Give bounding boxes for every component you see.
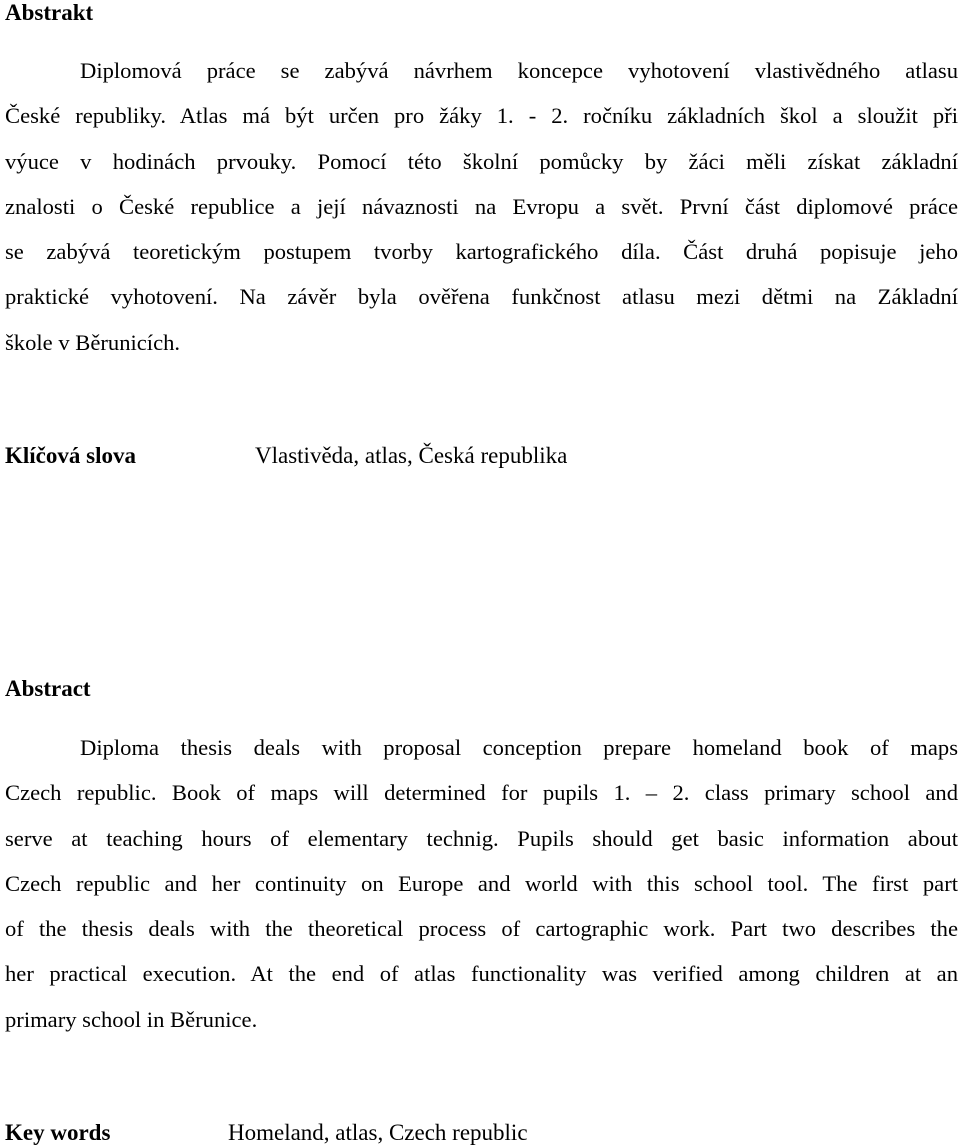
abstract-line: Diploma thesis deals with proposal conception prepare homeland book of maps [80,735,958,760]
abstrakt-line: výuce v hodinách prvouky. Pomocí této školní pomůcky by žáci měli získat základní [5,148,958,174]
abstrakt-line: praktické vyhotovení. Na závěr byla ověřena funkčnost atlasu mezi dětmi na Základní [5,284,958,310]
abstract-paragraph [5,725,958,1042]
abstract-line: Czech republic and her continuity on Europe and world with this school tool. The first part [5,870,958,896]
klicova-slova-label: Klíčová slova [5,443,136,468]
abstrakt-line: České republiky. Atlas má být určen pro žáky 1. - 2. ročníku základních škol a sloužit při [5,103,958,129]
abstrakt-line: se zabývá teoretickým postupem tvorby kartografického díla. Část druhá popisuje jeho [5,239,958,265]
abstract-line: her practical execution. At the end of atlas functionality was verified among children at an [5,961,958,987]
abstract-line: primary school in Běrunice. [5,1006,258,1032]
klicova-slova-value: Vlastivěda, atlas, Česká republika [255,443,568,468]
abstract-line: of the thesis deals with the theoretical process of cartographic work. Part two describes the [5,916,958,942]
abstrakt-line: škole v Běrunicích. [5,329,181,355]
abstrakt-heading: Abstrakt [5,0,94,25]
abstract-line: Czech republic. Book of maps will determined for pupils 1. – 2. class primary school and [5,780,958,806]
abstrakt-line: znalosti o České republice a její návaznosti na Evropu a svět. První část diplomové práce [5,193,958,219]
abstract-line: serve at teaching hours of elementary technig. Pupils should get basic information about [5,825,958,851]
abstrakt-paragraph [5,48,958,365]
abstrakt-line: Diplomová práce se zabývá návrhem koncepce vyhotovení vlastivědného atlasu [80,58,958,83]
key-words-value: Homeland, atlas, Czech republic [228,1120,528,1145]
abstract-heading: Abstract [5,676,91,701]
key-words-label: Key words [5,1120,111,1145]
